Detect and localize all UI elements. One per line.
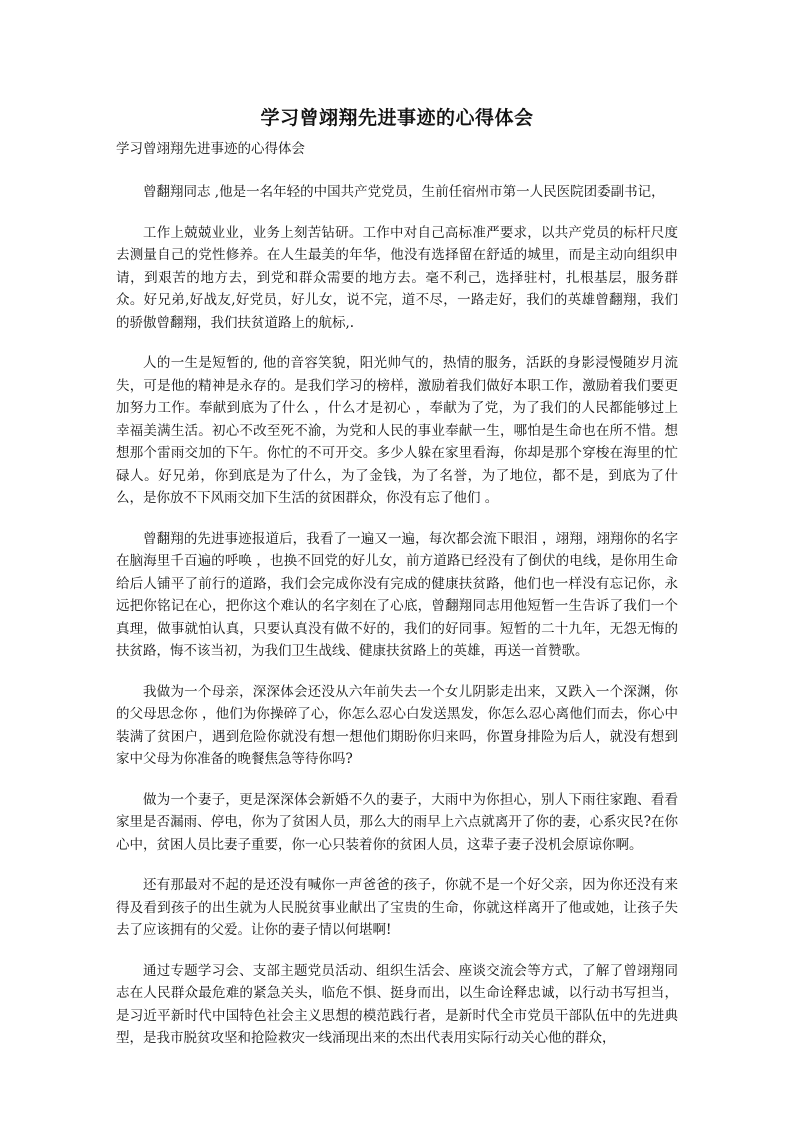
document-page (116, 0, 678, 1050)
paragraph-report: 曾翻翔的先进事迹报道后，我看了一遍又一遍，每次都会流下眼泪 ，翊翔，翊翔你的名字在脑海里千百遍的呼唤 ，也换不回党的好儿女，前方道路已经没有了倒伏的电线，是你用生命给后人铺平了前行的道路，我们会完成你没有完成的健康扶贫路，他们也一样没有忘记你，永远把你铭记在心，把你这个难认的名字刻在了心底，曾翻翔同志用他短暂一生告诉了我们一个真理，做事就怕认真，只要认真没有做不好的，我们的好同事。短暂的二十九年，无怨无悔的扶贫路，悔不该当初，为我们卫生战线、健康扶贫路上的英雄，再送一首赞歌。 (116, 530, 678, 659)
paragraph-life: 人的一生是短暂的, 他的音容笑貌，阳光帅气的，热情的服务，活跃的身影浸慢随岁月流失，可是他的精神是永存的。是我们学习的榜样，激励着我们做好本职工作，激励着我们要更加努力工作。奉献到底为了什么 ，什么才是初心 ，奉献为了党，为了我们的人民都能够过上幸福美满生活。初心不改至死不渝，为党和人民的事业奉献一生，哪怕是生命也在所不惜。想想那个雷雨交加的下午。你忙的不可开交。多少人躲在家里看海，你却是那个穿梭在海里的忙碌人。好兄弟，你到底是为了什么，为了金钱，为了名誉，为了地位，都不是，到底为了什么，是你放不下风雨交加下生活的贫困群众，你没有忘了他们 。 (116, 355, 678, 506)
paragraph-work: 工作上兢兢业业，业务上刻苦钻研。工作中对自己高标准严要求，以共产党员的标杆尺度去测量自己的党性修养。在人生最美的年华，他没有选择留在舒适的城里，而是主动向组织申请，到艰苦的地方去，到党和群众需要的地方去。毫不利己，选择驻村，扎根基层，服务群众。好兄弟,好战友,好党员，好儿女，说不完，道不尽，一路走好，我们的英雄曾翻翔，我们的骄傲曾翻翔，我们扶贫道路上的航标,. (116, 224, 678, 331)
paragraph-wife: 做为一个妻子，更是深深体会新婚不久的妻子，大雨中为你担心，别人下雨往家跑、看看家里是否漏雨、停电，你为了贫困人员，那么大的雨早上六点就离开了你的妻，心系灾民?在你心中，贫困人员比妻子重要，你一心只装着你的贫困人员，这辈子妻子没机会原谅你啊。 (116, 791, 678, 853)
paragraph-child: 还有那最对不起的是还没有喊你一声爸爸的孩子，你就不是一个好父亲，因为你还没有来得及看到孩子的出生就为人民脱贫事业献出了宝贵的生命，你就这样离开了他或她，让孩子失去了应该拥有的父爱。让你的妻子情以何堪啊! (116, 877, 678, 938)
document-title: 学习曾翊翔先进事迹的心得体会 (260, 107, 534, 129)
paragraph-intro: 曾翻翔同志 ,他是一名年轻的中国共产党党员，生前任宿州市第一人民医院团委副书记， (143, 184, 665, 200)
document-subtitle: 学习曾翊翔先进事迹的心得体会 (116, 141, 305, 157)
paragraph-mother: 我做为一个母亲，深深体会还没从六年前失去一个女儿阴影走出来，又跌入一个深渊，你的父母思念你 ，他们为你操碎了心，你怎么忍心白发送黑发，你怎么忍心离他们而去，你心中装满了贫困户，遇到危险你就没有想一想他们期盼你归来吗，你置身排险为后人，就没有想到家中父母为你准备的晚餐焦急等待你吗? (116, 683, 678, 767)
paragraph-study: 通过专题学习会、支部主题党员活动、组织生活会、座谈交流会等方式，了解了曾翊翔同志在人民群众最危难的紧急关头，临危不惧、挺身而出，以生命诠释忠诚，以行动书写担当，是习近平新时代中国特色社会主义思想的模范践行者，是新时代全市党员干部队伍中的先进典型，是我市脱贫攻坚和抢险救灾一线涌现出来的杰出代表用实际行动关心他的群众， (116, 962, 678, 1046)
